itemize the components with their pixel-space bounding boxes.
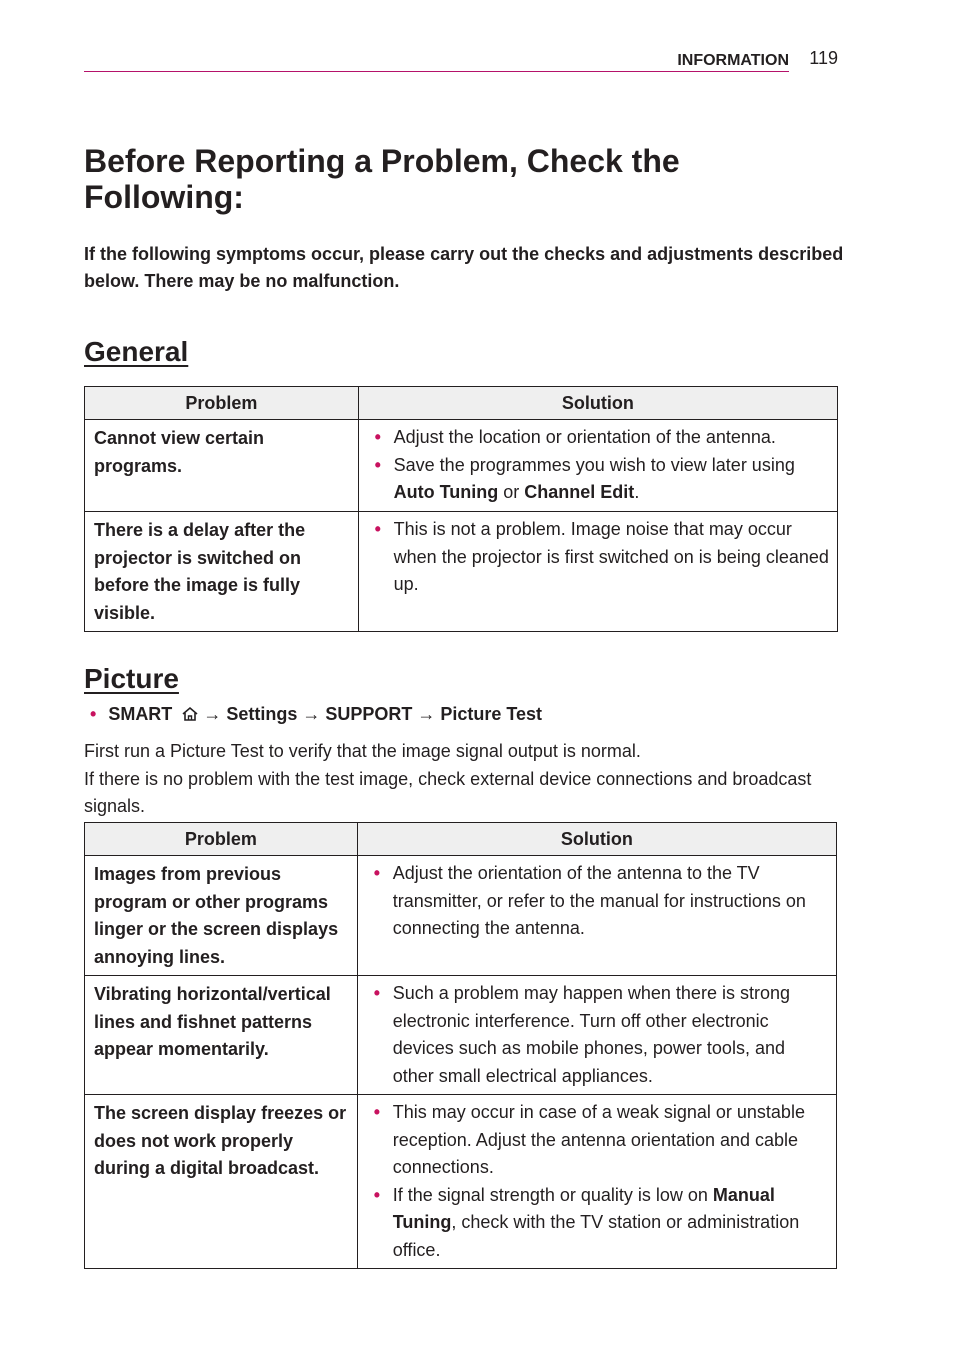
table-row	[85, 856, 837, 976]
problem-cell: Images from previous program or other programs linger or the screen displays annoying lines.	[85, 856, 358, 976]
header-section-title: INFORMATION	[677, 52, 789, 69]
solution-item	[372, 860, 830, 943]
solution-text: or	[498, 482, 525, 502]
page-header	[84, 44, 838, 72]
solution-text: This is not a problem. Image noise that may occur when the projector is first switched on is being cleaned up.	[393, 519, 829, 594]
solution-cell	[357, 976, 836, 1095]
column-header-problem: Problem	[85, 823, 358, 856]
table-header-row	[85, 387, 838, 420]
menu-path	[84, 702, 542, 728]
header-rule	[84, 71, 789, 72]
bullet-icon: •	[373, 1184, 381, 1205]
table-header-row	[85, 823, 837, 856]
bullet-icon: •	[374, 519, 381, 539]
page-title: Before Reporting a Problem, Check the Following:	[84, 143, 680, 215]
problem-cell: The screen display freezes or does not work properly during a digital broadcast.	[85, 1095, 358, 1269]
solution-text: This may occur in case of a weak signal or unstable reception. Adjust the antenna orientation and cable connections.	[392, 1102, 805, 1177]
table-row	[85, 420, 838, 512]
solution-item	[372, 980, 830, 1090]
solution-text: Adjust the orientation of the antenna to the TV transmitter, or refer to the manual for instructions on connecting the antenna.	[392, 863, 806, 938]
general-heading: General	[84, 336, 189, 367]
instruction-line: If there is no problem with the test image, check external device connections and broadcast signals.	[84, 768, 812, 816]
bullet-icon: •	[374, 454, 381, 475]
menu-term-channel-edit: Channel Edit	[524, 482, 635, 502]
solution-item	[372, 1099, 830, 1182]
picture-instructions	[84, 738, 844, 821]
solution-cell	[357, 856, 836, 976]
picture-table	[84, 822, 837, 1269]
solution-cell	[357, 1095, 836, 1269]
column-header-solution: Solution	[357, 823, 836, 856]
picture-heading: Picture	[84, 663, 179, 694]
solution-item	[372, 1182, 830, 1265]
problem-cell: There is a delay after the projector is switched on before the image is fully visible.	[85, 512, 359, 632]
page-number: 119	[809, 48, 838, 68]
table-row	[85, 1095, 837, 1269]
column-header-problem: Problem	[85, 387, 359, 420]
column-header-solution: Solution	[358, 387, 837, 420]
solution-item	[373, 424, 831, 452]
bullet-icon: •	[374, 427, 381, 447]
intro-text: If the following symptoms occur, please carry out the checks and adjustments described below. There may be no malfunction.	[84, 244, 844, 291]
general-table	[84, 386, 838, 632]
solution-text: .	[634, 482, 640, 502]
bullet-icon: •	[373, 1102, 381, 1122]
solution-text: Adjust the location or orientation of the antenna.	[393, 427, 776, 447]
solution-text: Such a problem may happen when there is strong electronic interference. Turn off other electronic devices such as mobile phones, power tools, and other small electrical appliances.	[392, 983, 790, 1086]
solution-cell	[358, 512, 837, 632]
bullet-icon: •	[373, 863, 381, 883]
menu-smart-label: SMART	[108, 704, 173, 724]
solution-cell	[358, 420, 837, 512]
instruction-line: First run a Picture Test to verify that the image signal output is normal.	[84, 741, 641, 761]
table-row	[85, 976, 837, 1095]
table-row	[85, 512, 838, 632]
solution-text: , check with the TV station or administration office.	[392, 1212, 800, 1260]
bullet-icon: •	[373, 983, 381, 1003]
menu-term-manual-tuning: Manual Tuning	[392, 1184, 775, 1232]
problem-cell: Vibrating horizontal/vertical lines and fishnet patterns appear momentarily.	[85, 976, 358, 1095]
problem-cell: Cannot view certain programs.	[85, 420, 359, 512]
solution-text: Save the programmes you wish to view later using	[393, 454, 795, 475]
home-icon	[181, 704, 199, 728]
solution-text: If the signal strength or quality is low on	[392, 1184, 713, 1205]
solution-item	[373, 516, 831, 599]
bullet-icon: •	[90, 704, 97, 724]
menu-term-auto-tuning: Auto Tuning	[393, 482, 499, 502]
solution-item	[373, 452, 831, 507]
menu-path-text: → Settings → SUPPORT → Picture Test	[203, 704, 543, 724]
